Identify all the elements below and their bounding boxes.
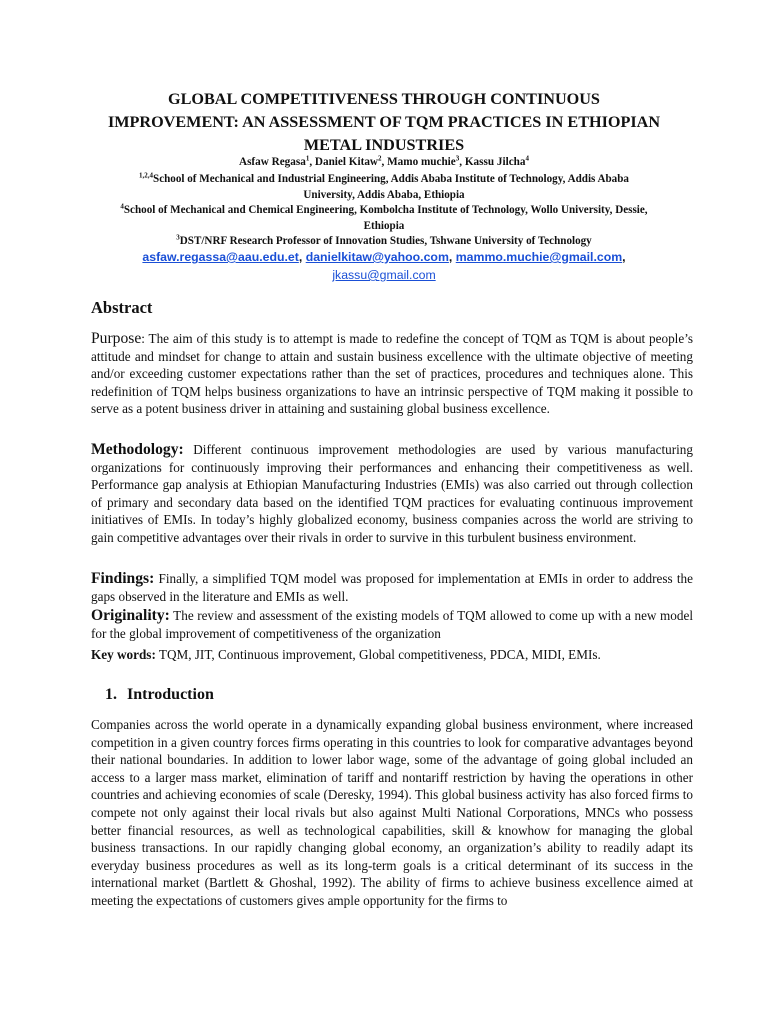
- abstract-findings: [91, 570, 693, 605]
- introduction-body: [91, 716, 693, 910]
- introduction-paragraph: Companies across the world operate in a dynamically expanding global business environment, where increased competition in a given country forces firms operating in this countries to look for comparative advantages beyond their national boundaries. In addition to lower labor wage, some of the advantage of going global included an access to a larger mass market, elimination of tariff and nontariff restriction by having the operations in other countries and achieving economies of scale (Deresky, 1994). This global business activity has also forced firms to compete not only against their local rivals but also against Multi National Corporations, MNCs who possess better financial resources, as well as technological capabilities, skill & knowhow for managing the global business transactions. In our rapidly changing global economy, an organization’s ability to readily adapt its everyday business procedures as well as its long-term goals is a critical determinant of its success in the international market (Bartlett & Ghoshal, 1992). The ability of firms to achieve business excellence aimed at meeting the expectations of customers gives ample opportunity for the firms to: [91, 717, 693, 908]
- author-name: Asfaw Regasa: [239, 156, 306, 168]
- affiliation-text: School of Mechanical and Industrial Engineering, Addis Ababa Institute of Technology, Addis Ababa: [153, 173, 629, 185]
- abstract-heading: Abstract: [91, 298, 153, 317]
- affiliation-text: Ethiopia: [363, 219, 405, 232]
- findings-text: Finally, a simplified TQM model was proposed for implementation at EMIs in order to address the gaps observed in the literature and EMIs as well.: [91, 571, 693, 604]
- affiliation-sup: 4: [120, 202, 124, 211]
- author-sup: 2: [378, 154, 382, 163]
- abstract-methodology: [91, 441, 693, 547]
- purpose-label: Purpose: [91, 330, 142, 347]
- author-name: Mamo muchie: [387, 156, 456, 168]
- abstract-keywords: [91, 646, 693, 664]
- author-sup: 3: [455, 154, 460, 163]
- methodology-label: Methodology:: [91, 441, 184, 458]
- affiliation-1: [92, 172, 676, 204]
- affiliation-3: [92, 234, 676, 250]
- email-line-1: asfaw.regassa@aau.edu.et, danielkitaw@yahoo.com, mammo.muchie@gmail.com,: [142, 250, 626, 264]
- author-sup: 1: [305, 154, 310, 163]
- title-line-2: IMPROVEMENT: AN ASSESSMENT OF TQM PRACTICES IN ETHIOPIAN: [107, 113, 661, 131]
- affiliation-sup: 3: [176, 233, 180, 242]
- methodology-text: Different continuous improvement methodologies are used by various manufacturing organizations for continuously improving their performances and enhancing their competitiveness as well. Performance gap analysis at Ethiopian Manufacturing Industries (EMIs) was also carried out through collection of primary and secondary data based on the identified TQM practices for evaluating continuous improvement initiatives of EMIs. In today’s highly globalized economy, business companies across the world are striving to gain competitive advantages over their rivals in order to survive in this turbulent business environment.: [91, 442, 693, 545]
- affiliation-text: DST/NRF Research Professor of Innovation Studies, Tshwane University of Technology: [179, 235, 592, 247]
- originality-text: The review and assessment of the existing models of TQM allowed to come up with a new model for the global improvement of competitiveness of the organization: [91, 608, 693, 641]
- section-number: 1.: [105, 686, 117, 703]
- email-link[interactable]: jkassu@gmail.com: [332, 268, 436, 282]
- affiliation-sup: 1,2,4: [139, 171, 154, 180]
- section-title: Introduction: [127, 686, 214, 703]
- paper-title: [80, 88, 688, 157]
- email-link[interactable]: danielkitaw@yahoo.com: [305, 250, 449, 264]
- email-link[interactable]: asfaw.regassa@aau.edu.et: [142, 250, 299, 264]
- author-name: Daniel Kitaw: [314, 156, 378, 168]
- author-sup: 4: [525, 154, 529, 163]
- affiliation-text: University, Addis Ababa, Ethiopia: [303, 188, 465, 201]
- introduction-heading: [91, 686, 214, 704]
- originality-label: Originality:: [91, 607, 170, 624]
- affiliation-text: School of Mechanical and Chemical Engineering, Kombolcha Institute of Technology, Wollo University, Dessie,: [123, 204, 648, 216]
- title-line-1: GLOBAL COMPETITIVENESS THROUGH CONTINUOUS: [168, 90, 600, 108]
- purpose-text: : The aim of this study is to attempt is made to redefine the concept of TQM as TQM is about people’s attitude and mindset for change to attain and sustain business excellence with the ultimate objective of meeting and/or exceeding customer expectations rather than the set of practices, procedures and techniques alone. This redefinition of TQM helps business organizations to have an intrinsic perspective of TQM making it possible to serve as a potent business driver in attaining and sustaining global business excellence.: [91, 331, 693, 417]
- keywords-text: TQM, JIT, Continuous improvement, Global competitiveness, PDCA, MIDI, EMIs.: [155, 647, 601, 662]
- author-list: Asfaw Regasa$^1$, Daniel Kitaw$^2$, Mamo muchie$^3$, Kassu Jilcha$^4$: [239, 154, 529, 168]
- keywords-label: Key words:: [91, 647, 156, 662]
- email-line-2: [80, 267, 688, 284]
- email-link[interactable]: mammo.muchie@gmail.com: [455, 250, 623, 264]
- affiliation-2: [92, 203, 676, 235]
- findings-label: Findings:: [91, 570, 155, 587]
- title-line-3: METAL INDUSTRIES: [303, 136, 465, 154]
- abstract-purpose: [91, 330, 693, 418]
- abstract-originality: [91, 607, 693, 642]
- author-name: Kassu Jilcha: [464, 156, 526, 168]
